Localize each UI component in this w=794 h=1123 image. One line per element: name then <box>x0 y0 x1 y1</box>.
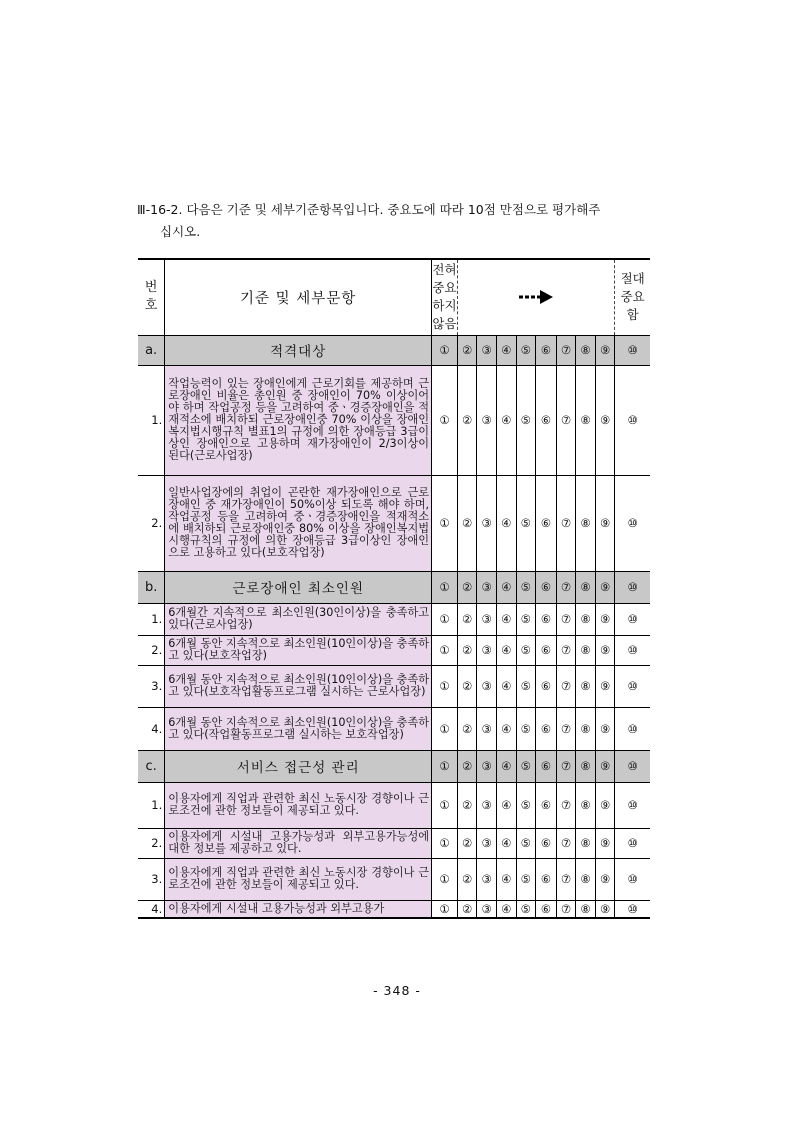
rating-option-6[interactable]: ⑥ <box>536 571 557 603</box>
rating-option-6[interactable]: ⑥ <box>536 782 557 828</box>
rating-option-10[interactable]: ⑩ <box>615 635 650 665</box>
item-number: 3. <box>138 858 165 900</box>
rating-option-4[interactable]: ④ <box>496 665 516 707</box>
item-number: 2. <box>138 828 165 858</box>
rating-option-3[interactable]: ③ <box>477 858 497 900</box>
rating-option-8[interactable]: ⑧ <box>576 365 596 475</box>
question-line-2: 십시오. <box>160 224 201 239</box>
section-title: 적격대상 <box>165 335 432 365</box>
rating-option-10[interactable]: ⑩ <box>615 603 650 635</box>
rating-option-8[interactable]: ⑧ <box>576 782 596 828</box>
rating-option-7[interactable]: ⑦ <box>556 782 576 828</box>
rating-option-9[interactable]: ⑨ <box>595 707 615 750</box>
rating-option-7[interactable]: ⑦ <box>556 635 576 665</box>
item-text: 이용자에게 직업과 관련한 최신 노동시장 경향이나 근로조건에 관한 정보들이 제공되고 있다. <box>165 782 432 828</box>
rating-option-9[interactable]: ⑨ <box>595 475 615 571</box>
rating-option-10[interactable]: ⑩ <box>615 750 650 782</box>
rating-option-9[interactable]: ⑨ <box>595 900 615 918</box>
rating-option-5[interactable]: ⑤ <box>516 828 536 858</box>
item-row <box>138 603 650 635</box>
rating-option-1[interactable]: ① <box>432 750 458 782</box>
item-text: 이용자에게 시설내 고용가능성과 외부고용가 <box>165 900 432 918</box>
rating-option-6[interactable]: ⑥ <box>536 828 557 858</box>
rating-option-9[interactable]: ⑨ <box>595 665 615 707</box>
rating-option-10[interactable]: ⑩ <box>615 828 650 858</box>
rating-option-1[interactable]: ① <box>432 603 458 635</box>
rating-option-8[interactable]: ⑧ <box>576 665 596 707</box>
rating-option-6[interactable]: ⑥ <box>536 635 557 665</box>
section-header-row <box>138 335 650 365</box>
rating-option-9[interactable]: ⑨ <box>595 365 615 475</box>
rating-option-9[interactable]: ⑨ <box>595 571 615 603</box>
rating-table <box>138 258 650 919</box>
rating-option-4[interactable]: ④ <box>496 475 516 571</box>
header-number-label: 번 호 <box>138 259 165 335</box>
question-line-1: Ⅲ-16-2. 다음은 기준 및 세부기준항목입니다. 중요도에 따라 10점 만점으로 평가해주 <box>137 202 601 217</box>
scale-direction-arrow <box>457 259 615 335</box>
rating-option-3[interactable]: ③ <box>477 782 497 828</box>
rating-option-4[interactable]: ④ <box>496 707 516 750</box>
rating-option-10[interactable]: ⑩ <box>615 858 650 900</box>
rating-option-5[interactable]: ⑤ <box>516 475 536 571</box>
section-title: 서비스 접근성 관리 <box>165 750 432 782</box>
rating-option-10[interactable]: ⑩ <box>615 571 650 603</box>
rating-option-9[interactable]: ⑨ <box>595 750 615 782</box>
rating-option-2[interactable]: ② <box>457 365 477 475</box>
rating-option-6[interactable]: ⑥ <box>536 858 557 900</box>
rating-option-2[interactable]: ② <box>457 635 477 665</box>
item-row <box>138 782 650 828</box>
rating-option-7[interactable]: ⑦ <box>556 900 576 918</box>
section-letter: c. <box>138 750 165 782</box>
rating-option-6[interactable]: ⑥ <box>536 475 557 571</box>
rating-option-2[interactable]: ② <box>457 782 477 828</box>
rating-option-2[interactable]: ② <box>457 828 477 858</box>
item-row <box>138 475 650 571</box>
rating-option-2[interactable]: ② <box>457 858 477 900</box>
item-text: 6개월 동안 지속적으로 최소인원(10인이상)을 충족하고 있다(보호작업활동프로그램 실시하는 근로사업장) <box>165 665 432 707</box>
item-number: 1. <box>138 365 165 475</box>
rating-option-10[interactable]: ⑩ <box>615 707 650 750</box>
rating-option-6[interactable]: ⑥ <box>536 900 557 918</box>
rating-option-3[interactable]: ③ <box>477 900 497 918</box>
rating-option-1[interactable]: ① <box>432 707 458 750</box>
rating-option-5[interactable]: ⑤ <box>516 665 536 707</box>
item-row <box>138 665 650 707</box>
rating-option-6[interactable]: ⑥ <box>536 603 557 635</box>
rating-option-4[interactable]: ④ <box>496 750 516 782</box>
rating-option-8[interactable]: ⑧ <box>576 900 596 918</box>
rating-option-1[interactable]: ① <box>432 365 458 475</box>
rating-option-7[interactable]: ⑦ <box>556 571 576 603</box>
section-header-row <box>138 750 650 782</box>
rating-option-5[interactable]: ⑤ <box>516 707 536 750</box>
item-text: 작업능력이 있는 장애인에게 근로기회를 제공하며 근로장애인 비율은 총인원 중 장애인이 70% 이상이어야 하며 작업공정 등을 고려하여 중ㆍ경증장애인을 적재적소에 배치하되 근로장애인중 70% 이상을 장애인복지법시행규칙 별표1의 규정에 의한 장애등급 3급이상인 장애인으로 고용하며 재가장애인이 2/3이상이 된다(근로사업장) <box>165 365 432 475</box>
rating-option-2[interactable]: ② <box>457 665 477 707</box>
rating-option-8[interactable]: ⑧ <box>576 571 596 603</box>
rating-option-2[interactable]: ② <box>457 750 477 782</box>
rating-option-4[interactable]: ④ <box>496 365 516 475</box>
rating-option-7[interactable]: ⑦ <box>556 828 576 858</box>
item-row <box>138 828 650 858</box>
rating-option-7[interactable]: ⑦ <box>556 665 576 707</box>
rating-option-2[interactable]: ② <box>457 900 477 918</box>
rating-option-7[interactable]: ⑦ <box>556 365 576 475</box>
scale-high-label: 절대 중요 함 <box>615 259 650 335</box>
rating-option-3[interactable]: ③ <box>477 475 497 571</box>
rating-option-2[interactable]: ② <box>457 335 477 365</box>
rating-option-9[interactable]: ⑨ <box>595 828 615 858</box>
rating-option-6[interactable]: ⑥ <box>536 665 557 707</box>
rating-option-10[interactable]: ⑩ <box>615 900 650 918</box>
rating-option-1[interactable]: ① <box>432 828 458 858</box>
scale-low-label: 전혀 중요 하지 않음 <box>432 259 458 335</box>
rating-option-6[interactable]: ⑥ <box>536 365 557 475</box>
item-row <box>138 900 650 918</box>
rating-option-7[interactable]: ⑦ <box>556 335 576 365</box>
rating-option-5[interactable]: ⑤ <box>516 782 536 828</box>
rating-option-8[interactable]: ⑧ <box>576 635 596 665</box>
rating-option-1[interactable]: ① <box>432 635 458 665</box>
item-text: 이용자에게 직업과 관련한 최신 노동시장 경향이나 근로조건에 관한 정보들이 제공되고 있다. <box>165 858 432 900</box>
rating-option-1[interactable]: ① <box>432 782 458 828</box>
rating-option-3[interactable]: ③ <box>477 665 497 707</box>
rating-option-5[interactable]: ⑤ <box>516 335 536 365</box>
rating-option-1[interactable]: ① <box>432 665 458 707</box>
rating-option-3[interactable]: ③ <box>477 365 497 475</box>
section-letter: b. <box>138 571 165 603</box>
rating-option-2[interactable]: ② <box>457 571 477 603</box>
rating-table-body <box>138 259 650 918</box>
rating-option-3[interactable]: ③ <box>477 707 497 750</box>
item-text: 이용자에게 시설내 고용가능성과 외부고용가능성에 대한 정보를 제공하고 있다. <box>165 828 432 858</box>
rating-option-3[interactable]: ③ <box>477 828 497 858</box>
item-text: 6개월 동안 지속적으로 최소인원(10인이상)을 충족하고 있다(보호작업장) <box>165 635 432 665</box>
rating-option-6[interactable]: ⑥ <box>536 750 557 782</box>
rating-option-8[interactable]: ⑧ <box>576 603 596 635</box>
section-title: 근로장애인 최소인원 <box>165 571 432 603</box>
rating-option-3[interactable]: ③ <box>477 750 497 782</box>
rating-option-5[interactable]: ⑤ <box>516 858 536 900</box>
rating-option-10[interactable]: ⑩ <box>615 665 650 707</box>
rating-option-10[interactable]: ⑩ <box>615 475 650 571</box>
rating-option-4[interactable]: ④ <box>496 828 516 858</box>
rating-option-9[interactable]: ⑨ <box>595 782 615 828</box>
rating-option-1[interactable]: ① <box>432 900 458 918</box>
rating-option-4[interactable]: ④ <box>496 858 516 900</box>
rating-option-1[interactable]: ① <box>432 475 458 571</box>
rating-option-8[interactable]: ⑧ <box>576 858 596 900</box>
rating-option-7[interactable]: ⑦ <box>556 475 576 571</box>
rating-option-4[interactable]: ④ <box>496 900 516 918</box>
item-number: 1. <box>138 782 165 828</box>
rating-option-3[interactable]: ③ <box>477 635 497 665</box>
rating-option-7[interactable]: ⑦ <box>556 707 576 750</box>
item-row <box>138 365 650 475</box>
rating-option-2[interactable]: ② <box>457 475 477 571</box>
rating-option-4[interactable]: ④ <box>496 782 516 828</box>
rating-option-5[interactable]: ⑤ <box>516 900 536 918</box>
rating-option-8[interactable]: ⑧ <box>576 750 596 782</box>
header-title: 기준 및 세부문항 <box>165 259 432 335</box>
item-number: 3. <box>138 665 165 707</box>
item-text: 6개월 동안 지속적으로 최소인원(10인이상)을 충족하고 있다(작업활동프로그램 실시하는 보호작업장) <box>165 707 432 750</box>
rating-option-8[interactable]: ⑧ <box>576 707 596 750</box>
item-text: 일반사업장에의 취업이 곤란한 재가장애인으로 근로장애인 중 재가장애인이 50%이상 되도록 해야 하며, 작업공정 등을 고려하여 중ㆍ경증장애인을 적재적소에 배치하되 근로장애인중 80% 이상을 장애인복지법시행규칙의 규정에 의한 장애등급 3급이상인 장애인으로 고용하고 있다(보호작업장) <box>165 475 432 571</box>
rating-option-10[interactable]: ⑩ <box>615 365 650 475</box>
rating-option-1[interactable]: ① <box>432 858 458 900</box>
item-row <box>138 635 650 665</box>
table-header-row <box>138 259 650 335</box>
section-header-row <box>138 571 650 603</box>
item-number: 2. <box>138 635 165 665</box>
rating-option-3[interactable]: ③ <box>477 571 497 603</box>
rating-option-4[interactable]: ④ <box>496 603 516 635</box>
rating-option-10[interactable]: ⑩ <box>615 335 650 365</box>
rating-option-8[interactable]: ⑧ <box>576 828 596 858</box>
dashed-right-arrow-icon <box>518 289 554 305</box>
item-number: 2. <box>138 475 165 571</box>
item-number: 4. <box>138 707 165 750</box>
rating-option-9[interactable]: ⑨ <box>595 603 615 635</box>
item-number: 4. <box>138 900 165 918</box>
rating-option-8[interactable]: ⑧ <box>576 335 596 365</box>
rating-option-6[interactable]: ⑥ <box>536 335 557 365</box>
rating-option-5[interactable]: ⑤ <box>516 571 536 603</box>
rating-option-4[interactable]: ④ <box>496 571 516 603</box>
rating-option-4[interactable]: ④ <box>496 635 516 665</box>
rating-option-2[interactable]: ② <box>457 603 477 635</box>
rating-option-6[interactable]: ⑥ <box>536 707 557 750</box>
rating-option-2[interactable]: ② <box>457 707 477 750</box>
item-row <box>138 858 650 900</box>
item-text: 6개월간 지속적으로 최소인원(30인이상)을 충족하고 있다(근로사업장) <box>165 603 432 635</box>
rating-option-3[interactable]: ③ <box>477 603 497 635</box>
rating-option-3[interactable]: ③ <box>477 335 497 365</box>
rating-option-7[interactable]: ⑦ <box>556 750 576 782</box>
item-number: 1. <box>138 603 165 635</box>
rating-option-8[interactable]: ⑧ <box>576 475 596 571</box>
rating-option-9[interactable]: ⑨ <box>595 858 615 900</box>
rating-option-9[interactable]: ⑨ <box>595 335 615 365</box>
rating-option-10[interactable]: ⑩ <box>615 782 650 828</box>
rating-option-5[interactable]: ⑤ <box>516 365 536 475</box>
rating-option-7[interactable]: ⑦ <box>556 603 576 635</box>
rating-option-5[interactable]: ⑤ <box>516 635 536 665</box>
rating-option-1[interactable]: ① <box>432 335 458 365</box>
section-letter: a. <box>138 335 165 365</box>
item-row <box>138 707 650 750</box>
rating-option-1[interactable]: ① <box>432 571 458 603</box>
rating-option-4[interactable]: ④ <box>496 335 516 365</box>
page-number: - 348 - <box>373 983 421 998</box>
rating-option-5[interactable]: ⑤ <box>516 603 536 635</box>
rating-option-9[interactable]: ⑨ <box>595 635 615 665</box>
rating-option-7[interactable]: ⑦ <box>556 858 576 900</box>
question-text <box>137 199 659 243</box>
rating-option-5[interactable]: ⑤ <box>516 750 536 782</box>
